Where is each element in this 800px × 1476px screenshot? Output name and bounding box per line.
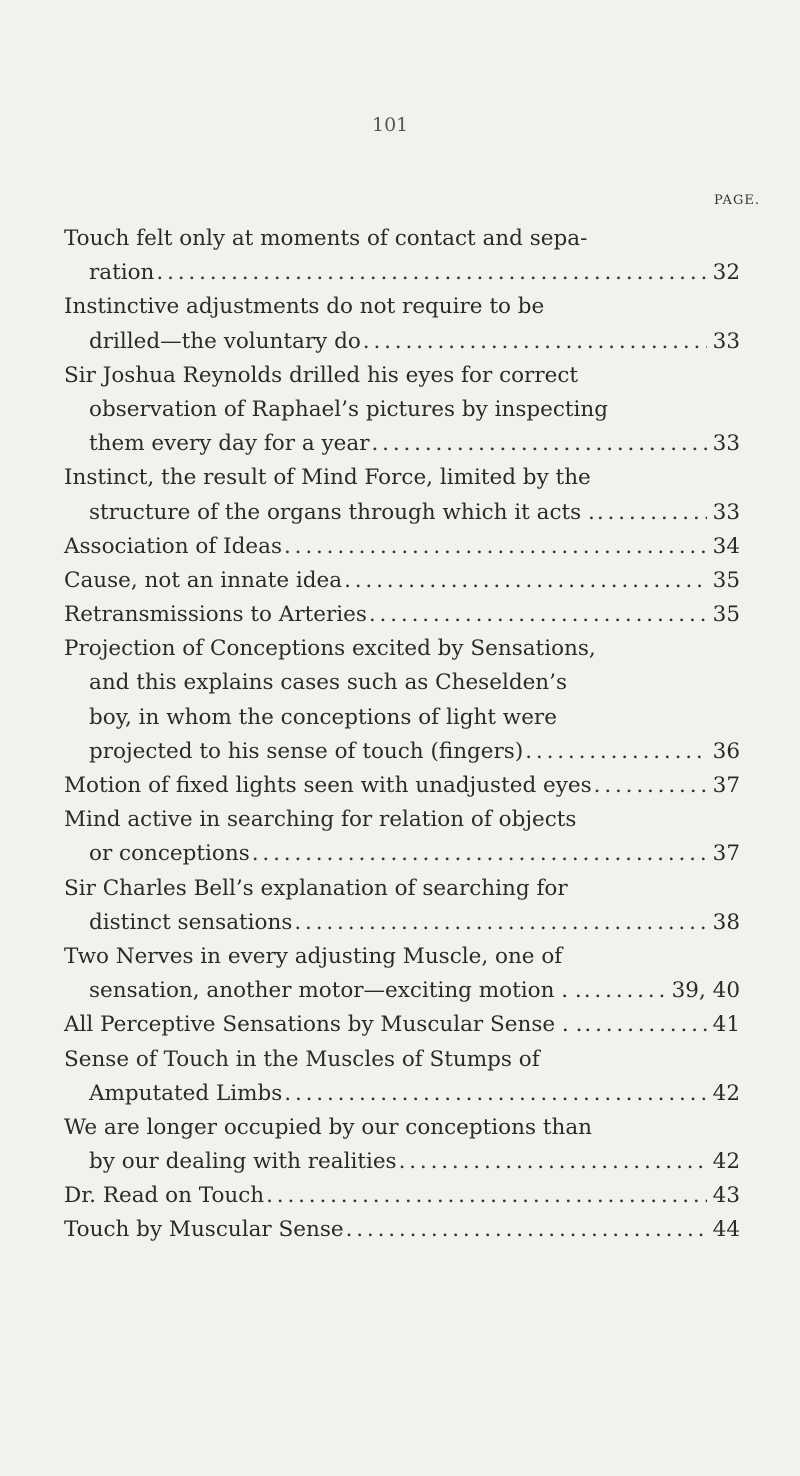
toc-entry-text: Amputated Limbs [89, 1080, 283, 1106]
toc-entry [64, 461, 740, 529]
dot-leader [525, 735, 706, 769]
toc-entry-page: 35 [712, 602, 740, 628]
dot-leader [156, 256, 706, 290]
toc-entry-page: 33 [712, 499, 740, 525]
dot-leader [344, 564, 707, 598]
toc-entry-text: Projection of Conceptions excited by Sensations, [64, 636, 596, 662]
toc-entry [64, 598, 740, 632]
toc-entry-text: All Perceptive Sensations by Muscular Sense . . [64, 1012, 583, 1038]
toc-entry-final-line [64, 598, 740, 632]
toc-entry-final-line [64, 1008, 740, 1042]
dot-leader [371, 427, 706, 461]
toc-entry-page: 42 [712, 1080, 740, 1106]
toc-entry-text: boy, in whom the conceptions of light were [89, 704, 557, 730]
toc-entry-text: Motion of fixed lights seen with unadjusted eyes [64, 773, 592, 798]
toc-entry-text: Two Nerves in every adjusting Muscle, one of [64, 943, 563, 969]
toc-entry-page: 41 [712, 1012, 740, 1038]
toc-entry-final-line [64, 974, 740, 1008]
toc-entry [64, 222, 740, 290]
toc-entry-text: by our dealing with realities [89, 1149, 397, 1175]
toc-entry-page: 39, 40 [671, 978, 740, 1004]
dot-leader [594, 769, 707, 803]
page-column-label: PAGE. [714, 193, 760, 208]
toc-entry-text: We are longer occupied by our conceptions than [64, 1114, 592, 1140]
toc-entry [64, 290, 740, 358]
toc-entry-text: Touch by Muscular Sense [64, 1217, 344, 1243]
toc-entry-text: Sir Joshua Reynolds drilled his eyes for correct [64, 362, 579, 388]
toc-entry-text: projected to his sense of touch (fingers) [89, 738, 524, 764]
toc-entry-page: 33 [712, 328, 740, 354]
dot-leader [252, 837, 707, 871]
toc-entry-text: Dr. Read on Touch [64, 1183, 265, 1209]
toc-entry-final-line [64, 1077, 740, 1111]
table-of-contents [64, 222, 740, 1248]
toc-entry [64, 872, 740, 940]
toc-entry-text: or conceptions [89, 841, 250, 867]
toc-entry-text: Association of Ideas [64, 533, 282, 559]
toc-entry [64, 940, 740, 1008]
toc-entry-page: 37 [712, 773, 740, 798]
toc-entry-text: Cause, not an innate idea [64, 567, 343, 593]
toc-entry-final-line [64, 1179, 740, 1213]
dot-leader [284, 530, 707, 564]
toc-entry [64, 769, 740, 803]
toc-entry-text: Retransmissions to Arteries [64, 602, 367, 628]
toc-entry-final-line [64, 530, 740, 564]
toc-entry-text: Sir Charles Bell’s explanation of searching for [64, 875, 568, 901]
toc-entry [64, 1111, 740, 1179]
toc-entry [64, 564, 740, 598]
toc-entry-final-line [64, 564, 740, 598]
dot-leader [584, 974, 666, 1008]
dot-leader [597, 496, 707, 530]
dot-leader [399, 1145, 707, 1179]
page-number: 101 [372, 114, 409, 136]
toc-entry-page: 33 [712, 431, 740, 457]
toc-entry-text: sensation, another motor—exciting motion . . [89, 978, 582, 1004]
toc-entry-final-line [64, 837, 740, 871]
toc-entry-final-line [64, 325, 740, 359]
dot-leader [584, 1008, 706, 1042]
toc-entry-page: 35 [712, 567, 740, 593]
toc-entry-final-line [64, 906, 740, 940]
dot-leader [294, 906, 706, 940]
toc-entry [64, 1043, 740, 1111]
toc-entry-text: Instinctive adjustments do not require to be [64, 294, 545, 320]
toc-entry-page: 44 [712, 1217, 740, 1243]
toc-entry-text: Mind active in searching for relation of objects [64, 807, 577, 833]
toc-entry-page: 34 [712, 533, 740, 559]
toc-entry-final-line [64, 256, 740, 290]
toc-entry-page: 32 [712, 260, 740, 286]
toc-entry-text: distinct sensations [89, 909, 293, 935]
toc-entry-final-line [64, 769, 740, 803]
toc-entry-final-line [64, 735, 740, 769]
dot-leader [346, 1213, 707, 1247]
toc-entry [64, 530, 740, 564]
toc-entry-text: them every day for a year [89, 431, 370, 457]
dot-leader [266, 1179, 707, 1213]
toc-entry [64, 1213, 740, 1247]
toc-entry [64, 1008, 740, 1042]
toc-entry-page: 43 [712, 1183, 740, 1209]
toc-entry-page: 37 [712, 841, 740, 867]
toc-entry-page: 36 [712, 738, 740, 764]
toc-entry-text: Instinct, the result of Mind Force, limited by the [64, 465, 591, 491]
toc-entry-text: Sense of Touch in the Muscles of Stumps of [64, 1046, 540, 1072]
toc-entry-page: 42 [712, 1149, 740, 1175]
toc-entry [64, 803, 740, 871]
toc-entry-text: Touch felt only at moments of contact and sepa- [64, 226, 588, 251]
dot-leader [369, 598, 707, 632]
toc-entry [64, 359, 740, 462]
toc-entry-final-line [64, 496, 740, 530]
toc-entry-text: ration [89, 260, 155, 286]
toc-entry-text: drilled—the voluntary do [89, 328, 361, 354]
toc-entry-final-line [64, 1145, 740, 1179]
toc-entry-text: observation of Raphael’s pictures by inspecting [89, 396, 609, 422]
toc-entry-final-line [64, 1213, 740, 1247]
dot-leader [363, 325, 707, 359]
toc-entry-text: structure of the organs through which it acts . [89, 499, 595, 525]
toc-entry-text: and this explains cases such as Cheselden’s [89, 670, 568, 696]
toc-entry-page: 38 [712, 909, 740, 935]
toc-entry [64, 632, 740, 769]
toc-entry [64, 1179, 740, 1213]
toc-entry-final-line [64, 427, 740, 461]
dot-leader [284, 1077, 706, 1111]
